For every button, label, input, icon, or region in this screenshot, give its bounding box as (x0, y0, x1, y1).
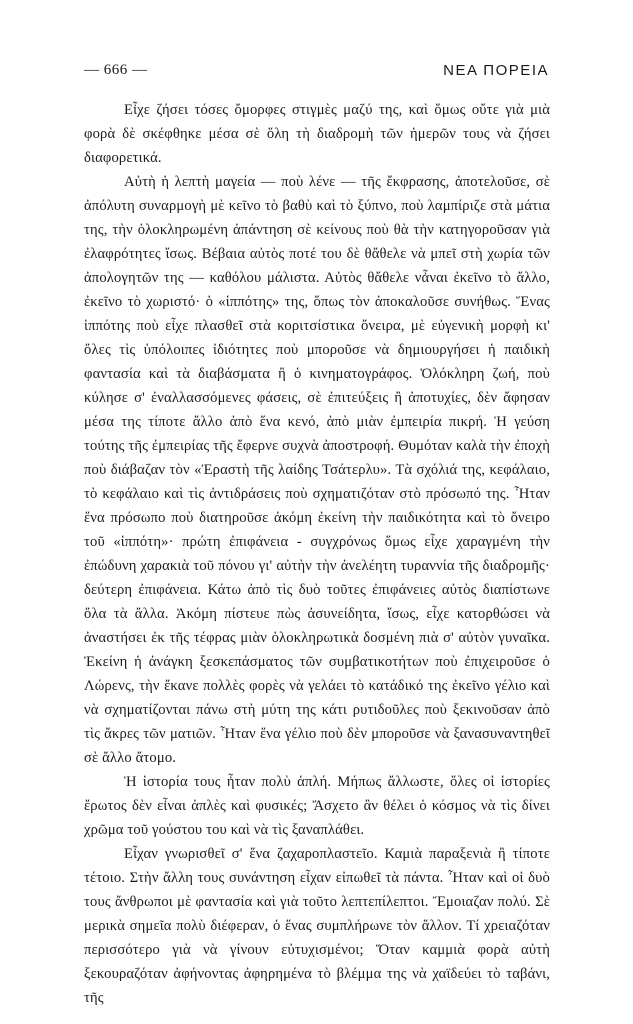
paragraph-3: Ἡ ἱστορία τους ἦταν πολὺ ἁπλή. Μήπως ἄλλωστε, ὅλες οἱ ἱστορίες ἔρωτος δὲν εἶναι ἁπλὲς καὶ φυσικές; Ἄσχετο ἂν θέλει ὁ κόσμος νὰ τὶς δίνει χρῶμα τοῦ γούστου του καὶ νὰ τὶς ξαναπλάθει. (84, 774, 550, 838)
page-number: — 666 — (84, 62, 148, 78)
paragraph-4: Εἶχαν γνωρισθεῖ σ' ἕνα ζαχαροπλαστεῖο. Καμιὰ παραξενιὰ ἢ τίποτε τέτοιο. Στὴν ἄλλη τους συνάντηση εἶχαν εἰπωθεῖ τὰ πάντα. Ἦταν καὶ οἱ δυὸ τους ἄνθρωποι μὲ φαντασία καὶ γιὰ τοῦτο λεπτεπίλεπτοι. Ἔμοιαζαν πολύ. Σὲ μερικὰ σημεῖα πολὺ διέφεραν, ὁ ἕνας συμπλήρωνε τὸν ἄλλον. Τί χρειαζόταν περισσότερο γιὰ νὰ γίνουν εὐτυχισμένοι; Ὅταν καμμιὰ φορὰ αὐτὴ ξεκουραζόταν ἀφήνοντας ἀφηρημένα τὸ βλέμμα της νὰ χαϊδεύει τὸ ταβάνι, τῆς (84, 846, 550, 1006)
page-header (84, 62, 549, 86)
journal-title: ΝΕΑ ΠΟΡΕΙΑ (443, 62, 549, 79)
article-body (84, 98, 550, 1010)
paragraph-2: Αὐτὴ ἡ λεπτὴ μαγεία — ποὺ λένε — τῆς ἔκφρασης, ἀποτελοῦσε, σὲ ἀπόλυτη συναρμογὴ μὲ κεῖνο τὸ βαθὺ καὶ τὸ ξύπνο, ποὺ λαμπίριζε στὰ μάτια της, τὴν ὁλοκληρωμένη ἀπάντηση σὲ κείνους ποὺ θὰ τὴν κατηγοροῦσαν γιὰ ἐλαφρότητες ἴσως. Βέβαια αὐτὸς ποτέ του δὲ θἄθελε νὰ μπεῖ στὴ χωρία τῶν ἀπολογητῶν της — καθόλου μάλιστα. Αὐτὸς θἄθελε νἆναι ἐκεῖνο τὸ ἄλλο, ἐκεῖνο τὸ χωριστό· ὁ «ἱππότης» της, ὅπως τὸν ἀποκαλοῦσε συνήθως. Ἕνας ἱππότης ποὺ εἶχε πλασθεῖ στὰ κοριτσίστικα ὄνειρα, μὲ εὐγενικὴ μορφὴ κι' ὅλες τὶς ὑπόλοιπες ἰδιότητες ποὺ μποροῦσε νὰ δημιουργήσει ἡ παιδικὴ φαντασία καὶ τὰ διαβάσματα ἢ ὁ κινηματογράφος. Ὁλόκληρη ζωή, ποὺ κύλησε σ' ἐναλλασσόμενες φάσεις, σὲ ἐπιτεύξεις ἢ ἀποτυχίες, δὲν ἄφησαν μέσα της τίποτε ἄλλο ἀπὸ ἕνα κενό, ἀπὸ μιὰν ἐμπειρία πικρή. Ἡ γεύση τούτης τῆς ἐμπειρίας τῆς ἔφερνε συχνὰ ἀποστροφή. Θυμόταν καλὰ τὴν ἐποχὴ ποὺ διάβαζαν τὸν «Ἐραστὴ τῆς λαίδης Τσάτερλυ». Τὰ σχόλιά της, κεφάλαιο, τὸ κεφάλαιο καὶ τὶς ἀντιδράσεις ποὺ σχηματιζόταν στὸ πρόσωπό της. Ἦταν ἕνα πρόσωπο ποὺ διατηροῦσε ἀκόμη ἐκείνη τὴν παιδικότητα καὶ τὸ ὄνειρο τοῦ «ἱππότη»· πρώτη ἐπιφάνεια - συγχρόνως ὅμως εἶχε χαραγμένη τὴν ἐπώδυνη χαρακιὰ τοῦ πόνου γι' αὐτὴν τὴν ἀνελέητη τυραννία τῆς διαδρομῆς· δεύτερη ἐπιφάνεια. Κάτω ἀπὸ τὶς δυὸ τοῦτες ἐπιφάνειες αὐτὸς διαπίστωνε ὅλα τὰ ἄλλα. Ἀκόμη πίστευε πὼς ἀσυνείδητα, ἴσως, εἶχε κατορθώσει νὰ ἀναστήσει ἐκ τῆς τέφρας μιὰν ὁλοκληρωτικὰ δοσμένη πιὰ σ' αὐτὸν γυναῖκα. Ἐκείνη ἡ ἀνάγκη ξεσκεπάσματος τῶν συμβατικοτήτων ποὺ ἐπιχειροῦσε ὁ Λώρενς, τὴν ἔκανε πολλὲς φορὲς νὰ γελάει τὸ κατάδικό της ἐκεῖνο γέλιο καὶ νὰ σχηματίζονται πάνω στὴ μύτη της κάτι ρυτιδοῦλες ποὺ ξεκινοῦσαν ἀπὸ τὶς ἄκρες τῶν ματιῶν. Ἦταν ἕνα γέλιο ποὺ δὲν μποροῦσε νὰ ξανασυναντηθεῖ σὲ ἄλλο ἄτομο. (84, 174, 550, 766)
paragraph-1: Εἶχε ζήσει τόσες ὄμορφες στιγμὲς μαζύ της, καὶ ὅμως οὔτε γιὰ μιὰ φορὰ δὲ σκέφθηκε μέσα σὲ ὅλη τὴ διαδρομὴ τῶν ἡμερῶν τους νὰ ζήσει διαφορετικά. (84, 102, 550, 166)
